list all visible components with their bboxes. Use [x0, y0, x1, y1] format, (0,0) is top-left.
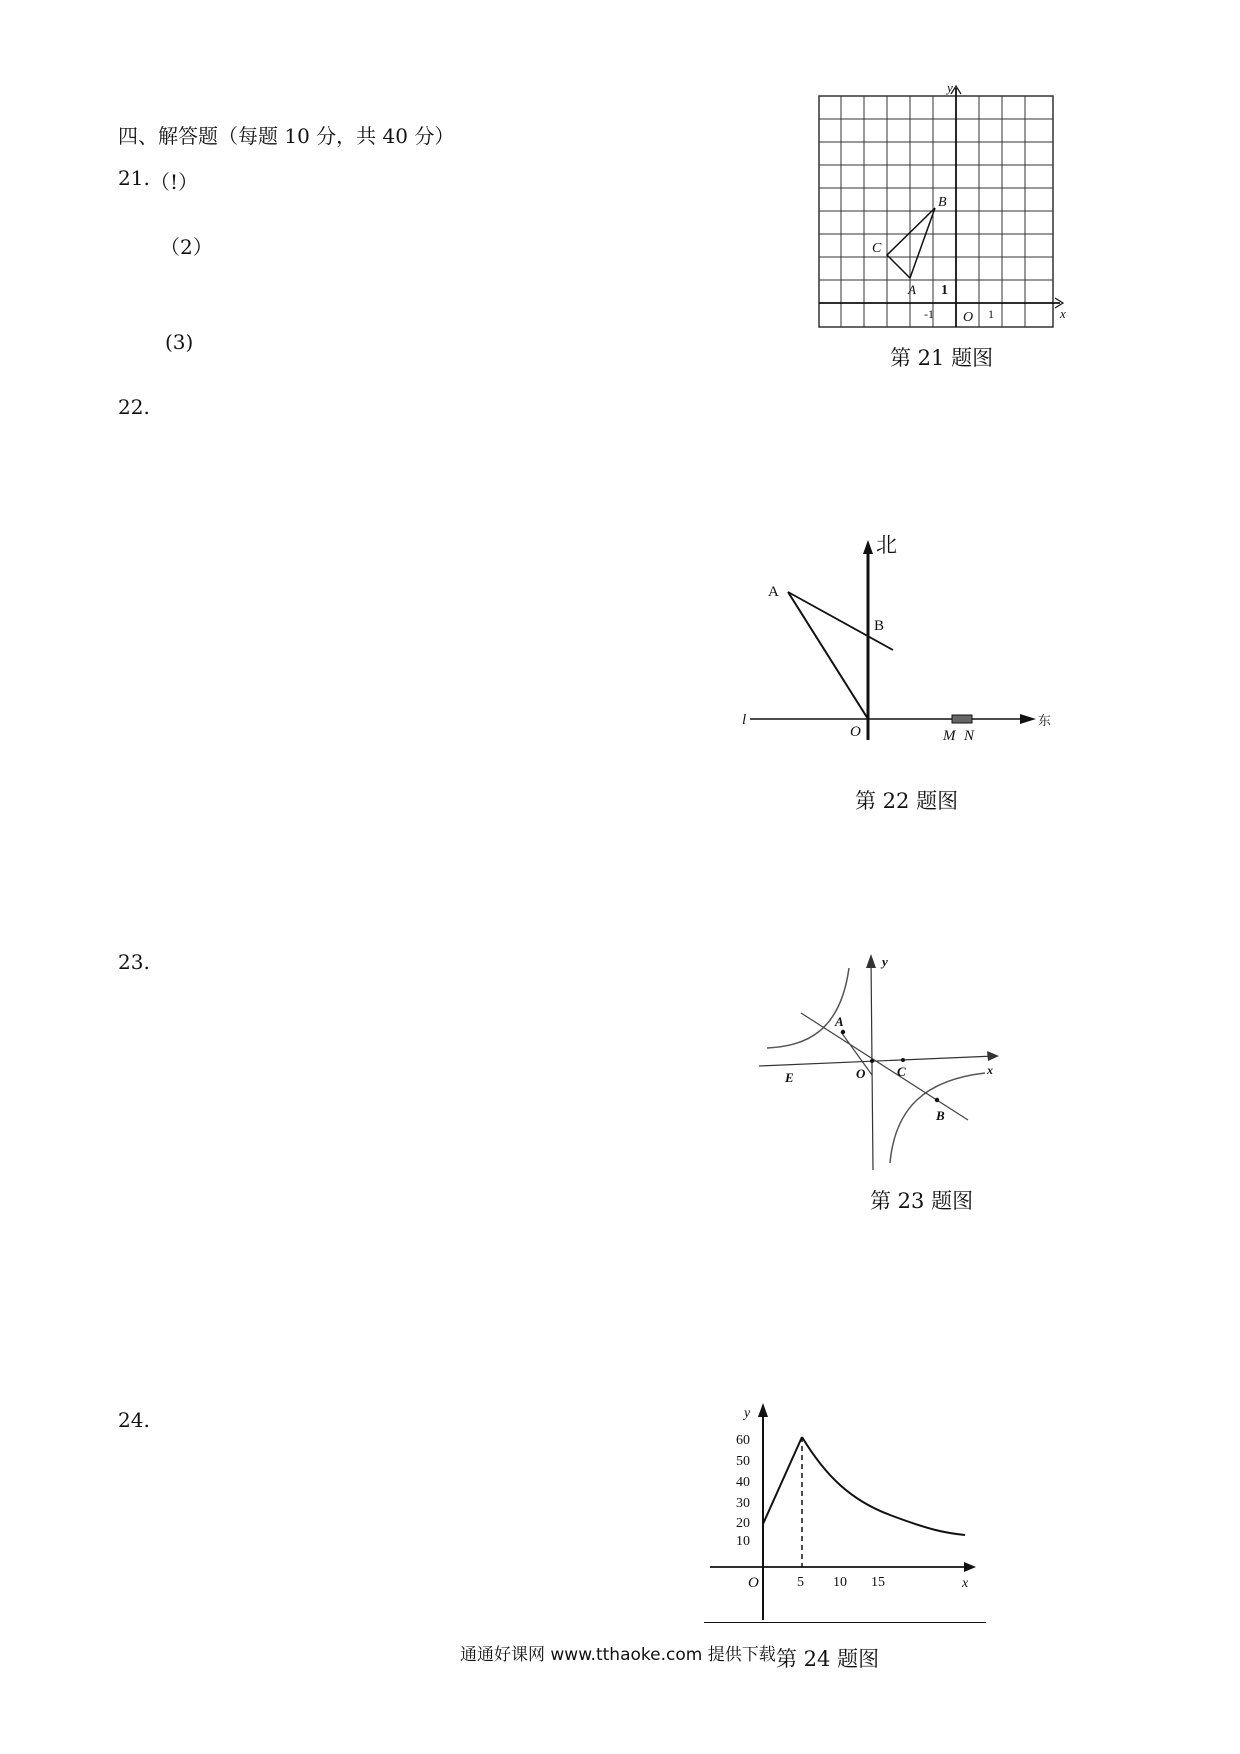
- fig21-label-y: y: [947, 80, 953, 95]
- fig22-label-o: O: [850, 724, 861, 740]
- fig24-y-arrow: [758, 1403, 768, 1417]
- q21-part1: （!）: [150, 170, 199, 194]
- fig23-point-a: [841, 1030, 845, 1034]
- fig23-label-x: x: [987, 1063, 993, 1077]
- fig24-rising-segment: [763, 1437, 802, 1524]
- fig24-xtick-15: 15: [871, 1575, 885, 1590]
- fig24-ytick-10: 10: [736, 1534, 750, 1549]
- fig24-ytick-20: 20: [736, 1516, 750, 1531]
- fig24-decay-curve: [802, 1437, 965, 1535]
- fig24-function-graph: [700, 1395, 1000, 1625]
- fig23-label-e: E: [785, 1070, 794, 1085]
- fig21-label-neg-one: -1: [924, 307, 934, 321]
- q24-number: 24.: [118, 1408, 150, 1432]
- fig23-label-c: C: [897, 1064, 906, 1079]
- fig23-label-a: A: [835, 1014, 844, 1029]
- fig21-triangle: [887, 208, 935, 278]
- fig23-point-c: [901, 1058, 905, 1062]
- fig22-line-ao: [788, 592, 868, 719]
- q21-part3: (3): [165, 330, 194, 354]
- fig23-y-axis: [871, 958, 873, 1170]
- fig23-line-ab: [801, 1013, 968, 1120]
- fig24-y-tick-labels: [736, 1433, 750, 1549]
- fig22-caption: 第 22 题图: [855, 789, 959, 813]
- fig21-label-c: C: [872, 241, 882, 256]
- fig23-point-b: [935, 1098, 939, 1102]
- fig22-label-b: B: [874, 618, 885, 634]
- fig21-label-o: O: [963, 310, 974, 325]
- fig22-label-m: M: [943, 728, 956, 744]
- fig23-y-arrow: [866, 954, 876, 968]
- q23-number: 23.: [118, 950, 150, 974]
- fig24-xtick-10: 10: [833, 1575, 847, 1590]
- fig22-label-l: l: [742, 712, 747, 728]
- fig23-label-b: B: [936, 1108, 945, 1123]
- fig23-label-y: y: [882, 954, 888, 969]
- q21-number: 21.: [118, 166, 150, 190]
- footer-watermark: 通通好课网 www.tthaoke.com 提供下载: [460, 1645, 776, 1665]
- fig22-east-arrow: [1020, 714, 1036, 724]
- fig24-label-x: x: [962, 1576, 969, 1591]
- fig24-caption: 第 24 题图: [776, 1647, 880, 1671]
- fig22-label-a: A: [768, 584, 779, 600]
- fig24-label-o: O: [748, 1575, 759, 1591]
- fig22-north-arrow: [863, 540, 873, 554]
- fig24-ytick-30: 30: [736, 1496, 750, 1511]
- fig22-compass-diagram: [740, 530, 1070, 750]
- fig21-label-a: A: [908, 282, 916, 297]
- fig21-label-one-y: 1: [941, 283, 948, 298]
- q22-number: 22.: [118, 395, 150, 419]
- fig24-x-arrow: [964, 1562, 976, 1572]
- fig23-point-o: [870, 1059, 874, 1063]
- fig21-grid-lines: [819, 96, 1053, 327]
- fig22-label-east: 东: [1038, 713, 1052, 728]
- fig21-label-one-x: 1: [988, 307, 994, 321]
- fig22-label-north: 北: [876, 533, 897, 557]
- q21-part2: （2）: [160, 235, 213, 259]
- fig23-label-o: O: [856, 1066, 866, 1081]
- fig23-x-arrow: [987, 1051, 999, 1061]
- fig22-label-n: N: [964, 728, 975, 744]
- fig21-label-x: x: [1060, 306, 1066, 321]
- fig21-grid-diagram: [810, 78, 1070, 338]
- fig24-ytick-40: 40: [736, 1475, 750, 1490]
- fig21-label-b: B: [938, 195, 947, 210]
- fig24-bottom-rule: [704, 1622, 986, 1623]
- fig21-caption: 第 21 题图: [890, 346, 994, 370]
- fig24-ytick-60: 60: [736, 1433, 750, 1448]
- section-title: 四、解答题（每题 10 分，共 40 分）: [118, 124, 455, 148]
- fig23-hyperbola-diagram: [755, 948, 1025, 1170]
- fig24-xtick-5: 5: [797, 1575, 804, 1590]
- fig23-caption: 第 23 题图: [870, 1189, 974, 1213]
- fig24-ytick-50: 50: [736, 1454, 750, 1469]
- fig24-label-y: y: [744, 1406, 751, 1421]
- fig24-x-tick-labels: [797, 1575, 885, 1590]
- fig22-mn-segment: [952, 715, 972, 723]
